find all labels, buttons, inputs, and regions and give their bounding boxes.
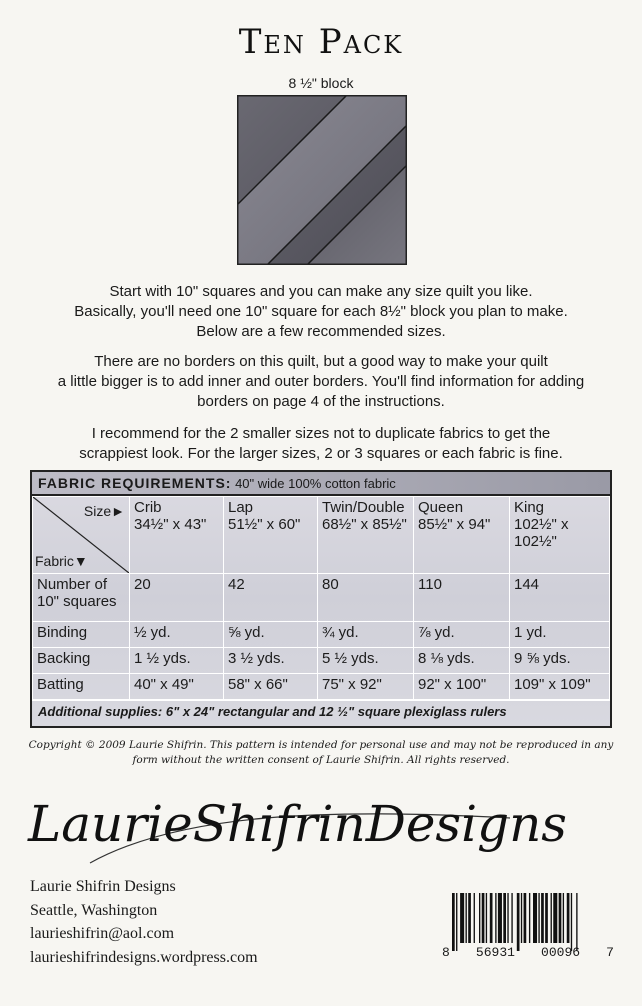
- barcode-bar: [521, 893, 522, 943]
- table-heading: [32, 472, 610, 496]
- barcode-bar: [460, 893, 464, 943]
- barcode-bar: [507, 893, 508, 943]
- upc-barcode: [440, 893, 616, 985]
- copyright-notice: [20, 738, 622, 768]
- corner-cell: [33, 497, 130, 574]
- table-row: [33, 574, 610, 622]
- table-heading-label: FABRIC REQUIREMENTS:: [38, 475, 232, 491]
- barcode-group-1: 56931: [475, 945, 515, 960]
- row-label: Batting: [33, 674, 130, 700]
- table-cell: 75" x 92": [318, 674, 414, 700]
- table-cell: 20: [130, 574, 224, 622]
- borders-paragraph: [20, 352, 622, 412]
- row-label: Backing: [33, 648, 130, 674]
- brand-logo: LaurieShifrinDesigns: [28, 795, 567, 853]
- table-subheading: 40" wide 100% cotton fabric: [235, 476, 396, 491]
- barcode-bar: [479, 893, 480, 943]
- table-cell: 3 ½ yds.: [224, 648, 318, 674]
- pattern-title: Ten Pack: [238, 22, 404, 62]
- row-label: Number of 10" squares: [33, 574, 130, 622]
- column-header-twin: Twin/Double 68½" x 85½": [318, 497, 414, 574]
- barcode-bar: [490, 893, 493, 943]
- barcode-bar: [529, 893, 530, 943]
- table-cell: 144: [510, 574, 610, 622]
- column-header-lap: Lap 51½" x 60": [224, 497, 318, 574]
- column-header-king: King 102½" x 102½": [510, 497, 610, 574]
- text-line: Basically, you'll need one 10" square for each 8½" block you plan to make.: [74, 303, 568, 320]
- contact-info: [30, 875, 258, 969]
- barcode-bar: [511, 893, 512, 943]
- barcode-bar: [576, 893, 577, 951]
- text-line: a little bigger is to add inner and outer borders. You'll find information for adding: [57, 373, 585, 390]
- text-line: Below are a few recommended sizes.: [196, 323, 446, 340]
- fabric-requirements-table: [30, 470, 612, 728]
- barcode-digit-last: 7: [606, 945, 614, 960]
- table-cell: 40" x 49": [130, 674, 224, 700]
- intro-paragraph: [20, 282, 622, 342]
- table-row: [33, 674, 610, 700]
- barcode-bar: [538, 893, 539, 943]
- text-line: Copyright © 2009 Laurie Shifrin. This pattern is intended for personal use and may not be reproduced in any: [28, 739, 614, 751]
- table-row: [33, 648, 610, 674]
- table-row: [33, 622, 610, 648]
- table-cell: 5 ½ yds.: [318, 648, 414, 674]
- barcode-bar: [452, 893, 455, 951]
- company-name: Laurie Shifrin Designs: [30, 878, 176, 895]
- barcode-bar: [482, 893, 485, 943]
- additional-supplies: Additional supplies: 6" x 24" rectangular and 12 ½" square plexiglass rulers: [32, 700, 610, 724]
- table-cell: 58" x 66": [224, 674, 318, 700]
- row-label: Binding: [33, 622, 130, 648]
- barcode-bar: [567, 893, 570, 943]
- barcode-bar: [468, 893, 471, 943]
- barcode-bar: [541, 893, 544, 943]
- barcode-bar: [551, 893, 552, 943]
- barcode-bar: [517, 893, 520, 951]
- barcode-group-2: 00096: [541, 945, 581, 960]
- table-cell: 109" x 109": [510, 674, 610, 700]
- size-label: Size►: [83, 503, 125, 519]
- quilt-block-image: [237, 95, 407, 265]
- text-line: There are no borders on this quilt, but a good way to make your quilt: [94, 353, 548, 370]
- barcode-digits: [440, 945, 616, 960]
- website-url: laurieshifrindesigns.wordpress.com: [30, 948, 258, 966]
- table-cell: ⅞ yd.: [414, 622, 510, 648]
- table-cell: 80: [318, 574, 414, 622]
- table-cell: ⅝ yd.: [224, 622, 318, 648]
- barcode-bar: [545, 893, 548, 943]
- barcode-bar: [495, 893, 496, 943]
- text-line: form without the written consent of Laurie Shifrin. All rights reserved.: [132, 754, 510, 766]
- recommendation-paragraph: [20, 424, 622, 464]
- table-cell: 110: [414, 574, 510, 622]
- barcode-bar: [571, 893, 572, 951]
- column-header-queen: Queen 85½" x 94": [414, 497, 510, 574]
- email-address: laurieshifrin@aol.com: [30, 925, 175, 942]
- table-cell: 1 yd.: [510, 622, 610, 648]
- barcode-bar: [524, 893, 527, 943]
- barcode-bar: [456, 893, 457, 951]
- barcode-bar: [559, 893, 562, 943]
- text-line: scrappiest look. For the larger sizes, 2 or 3 squares or each fabric is fine.: [79, 445, 563, 462]
- barcode-bar: [533, 893, 537, 943]
- barcode-bar: [498, 893, 502, 943]
- barcode-bar: [563, 893, 564, 943]
- barcode-bar: [474, 893, 475, 943]
- column-header-crib: Crib 34½" x 43": [130, 497, 224, 574]
- table-cell: 42: [224, 574, 318, 622]
- text-line: borders on page 4 of the instructions.: [197, 393, 445, 410]
- table-cell: 92" x 100": [414, 674, 510, 700]
- table-cell: 9 ⅝ yds.: [510, 648, 610, 674]
- barcode-bar: [466, 893, 467, 943]
- table-cell: 8 ⅛ yds.: [414, 648, 510, 674]
- table-cell: 1 ½ yds.: [130, 648, 224, 674]
- table-header-row: [33, 497, 610, 574]
- fabric-label: Fabric▼: [35, 553, 88, 569]
- barcode-bar: [553, 893, 557, 943]
- requirements-grid: [32, 496, 610, 700]
- block-size-label: 8 ½" block: [288, 75, 354, 91]
- text-line: I recommend for the 2 smaller sizes not to duplicate fabrics to get the: [91, 425, 551, 442]
- table-cell: ½ yd.: [130, 622, 224, 648]
- barcode-digit-first: 8: [442, 945, 450, 960]
- text-line: Start with 10" squares and you can make any size quilt you like.: [109, 283, 533, 300]
- table-cell: ¾ yd.: [318, 622, 414, 648]
- location: Seattle, Washington: [30, 901, 158, 919]
- barcode-bar: [486, 893, 487, 943]
- barcode-bar: [503, 893, 506, 943]
